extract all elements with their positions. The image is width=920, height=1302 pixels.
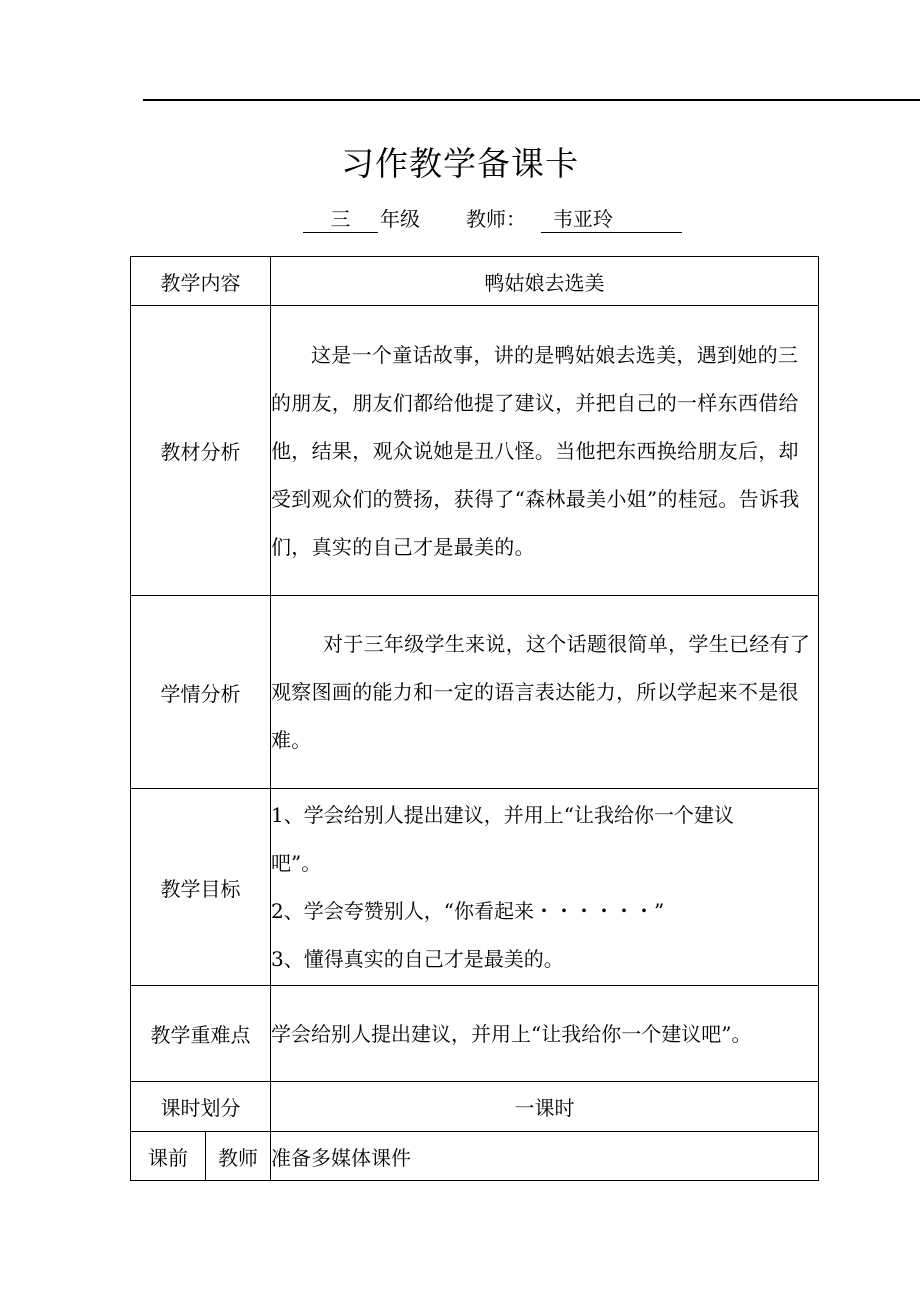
header-rule (143, 99, 920, 101)
period-label: 课时划分 (131, 1082, 271, 1132)
grade-value: 三 (303, 206, 378, 233)
key-label: 教学重难点 (131, 986, 271, 1082)
material-text: 这是一个童话故事，讲的是鸭姑娘去选美，遇到她的三的朋友，朋友们都给他提了建议，并把自己的一样东西借给他，结果，观众说她是丑八怪。当他把东西换给朋友后，却受到观众们的赞扬，获得了“森林最美小姐”的桂冠。告诉我们，真实的自己才是最美的。 (271, 306, 819, 596)
table-row-goals (131, 789, 819, 986)
material-label: 教材分析 (131, 306, 271, 596)
table-row-material (131, 306, 819, 596)
lesson-card-table (130, 256, 819, 1181)
goal-item-3: 3、懂得真实的自己才是最美的。 (271, 947, 564, 971)
key-text: 学会给别人提出建议，并用上“让我给你一个建议吧”。 (271, 986, 819, 1082)
learner-label: 学情分析 (131, 596, 271, 789)
page-title: 习作教学备课卡 (341, 144, 579, 183)
teacher-label: 教师： (466, 207, 526, 231)
content-label: 教学内容 (131, 257, 271, 306)
table-row-content (131, 257, 819, 306)
teacher-role-label: 教师 (206, 1132, 271, 1181)
goal-item-1: 1、学会给别人提出建议，并用上“让我给你一个建议 (271, 803, 734, 827)
goal-item-2: 2、学会夸赞别人，“你看起来・・・・・・” (271, 899, 665, 923)
period-value: 一课时 (271, 1082, 819, 1132)
table-row-learner (131, 596, 819, 789)
learner-text: 对于三年级学生来说，这个话题很简单，学生已经有了观察图画的能力和一定的语言表达能力，所以学起来不是很难。 (271, 596, 819, 789)
before-label: 课前 (131, 1132, 206, 1181)
table-row-key (131, 986, 819, 1082)
info-line (0, 206, 920, 234)
content-value: 鸭姑娘去选美 (271, 257, 819, 306)
goal-item-1-cont: 吧”。 (271, 851, 322, 875)
goals-label: 教学目标 (131, 789, 271, 986)
grade-label: 年级 (380, 207, 420, 231)
prep-text: 准备多媒体课件 (271, 1132, 819, 1181)
goals-cell (271, 789, 819, 986)
teacher-value: 韦亚玲 (541, 206, 682, 233)
table-row-period (131, 1082, 819, 1132)
table-row-before (131, 1132, 819, 1181)
